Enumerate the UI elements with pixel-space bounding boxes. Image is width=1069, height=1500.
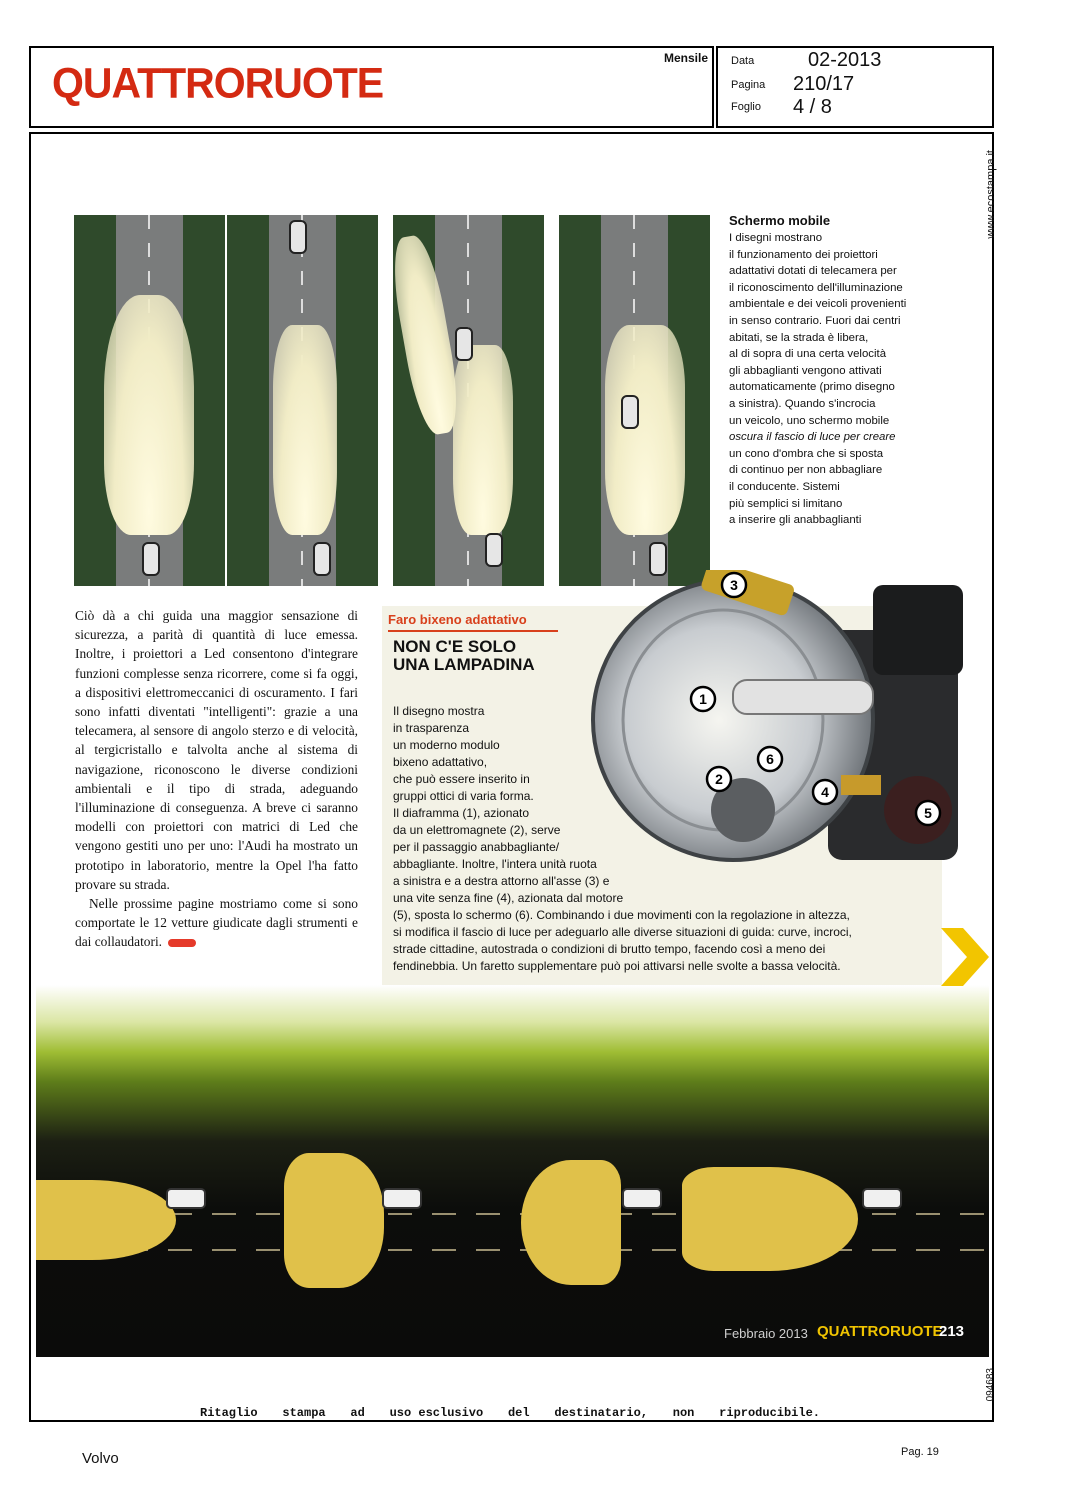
faro-title: NON C'E SOLO UNA LAMPADINA [393,637,535,674]
data-label: Data [731,55,755,67]
callout-5 [916,801,940,825]
svg-text:2: 2 [715,771,723,787]
side-code: 094683 [985,1368,996,1402]
caption-title: Schermo mobile [729,213,831,228]
clipping-page: Pag. 19 [901,1446,939,1458]
masthead-logo: QUATTRORUOTE [52,58,384,108]
callout-1 [691,687,715,711]
car-icon [166,1188,206,1209]
frequency-label: Mensile [664,51,709,65]
svg-text:6: 6 [766,751,774,767]
svg-text:5: 5 [924,805,932,821]
foglio-value: 4 / 8 [793,96,832,118]
side-url: www.ecostampa.it [985,150,997,239]
faro-body: Il disegno mostra in trasparenza un moderno modulo bixeno adattativo, che può essere inserito in gruppi ottici di varia forma. Il diaframma (1), azionato da un elettromagnete (2), serve per il passaggio anabbagliante/ abbagliante. Inoltre, l'intera unità ruota a sinistra e a destra attorno all'asse (3) e una vite senza fine (4), azionata dal motore (5), sposta lo schermo (6). Combinando i due movimenti con la regolazione in altezza, si modifica il fascio di luce per adeguarlo alle diverse situazioni di guida: curve, incroci, strade cittadine, autostrada o condizioni di brutto tempo, facendo così a meno dei fendinebbia. Un faretto supplementare può poi attivarsi nelle svolte a bassa velocità. [393,704,852,973]
callout-4 [813,780,837,804]
car-icon [862,1188,902,1209]
car-icon [622,1188,662,1209]
next-page-chevron-icon [941,928,989,986]
article-paragraph: Ciò dà a chi guida una maggior sensazione di sicurezza, a parità di quantità di luce emessa. Inoltre, i proiettori a Led consentono d'integrare funzioni complesse senza ricorrere, come si fa oggi, a dispositivi elettromeccanici di oscuramento. I fari sono infatti diventati "intelligenti": grazie a una telecamera, al sensore di angolo sterzo e di velocità, al tergicristallo e talvolta anche al sistema di navigazione, riconoscono le diverse condizioni ambientali e il tipo di strada, adeguando l'illuminazione di conseguenza. A breve ci saranno modelli con proiettori con matrici di Led che vengono gestiti uno per uno: l'Audi ha mostrato un prototipo in laboratorio, mentre la Opel l'ha fatto provare su strada. [75,608,358,892]
pagina-label: Pagina [731,79,766,91]
car-icon [382,1188,422,1209]
page-number: 213 [939,1323,965,1340]
caption-body: I disegni mostrano il funzionamento dei proiettori adattativi dotati di telecamera per il riconoscimento dell'illuminazione ambientale e dei veicoli provenienti in senso contrario. Fuori dai centri abitati, se la strada è libera, al di sopra di una certa velocità gli abbaglianti vengono attivati automaticamente (primo disegno a sinistra). Quando s'incrocia un veicolo, uno schermo mobile oscura il fascio di luce per creare un cono d'ombra che si sposta di continuo per non abbagliare il conducente. Sistemi più semplici si limitano a inserire gli anabbaglianti [729,232,907,527]
issue-date: Febbraio 2013 [724,1326,808,1341]
pagina-value: 210/17 [793,73,855,95]
callout-2 [707,767,731,791]
svg-text:1: 1 [699,691,707,707]
svg-text:3: 3 [730,577,738,593]
beam-patterns-illustration [36,985,989,1357]
faro-kicker: Faro bixeno adattativo [388,612,527,627]
svg-text:4: 4 [821,784,829,800]
callout-3 [722,573,746,597]
clipping-notice: Ritaglio stampa ad uso esclusivo del destinatario, non riproducibile. [200,1406,820,1420]
data-value: 02-2013 [808,49,882,71]
callout-6 [758,747,782,771]
client-name: Volvo [82,1450,119,1467]
foglio-label: Foglio [731,101,761,113]
article-paragraph: Nelle prossime pagine mostriamo come si sono comportate le 12 vetture giudicate dagli strumenti e dai collaudatori. [75,896,358,950]
footer-brand: QUATTRORUOTE [817,1323,943,1340]
